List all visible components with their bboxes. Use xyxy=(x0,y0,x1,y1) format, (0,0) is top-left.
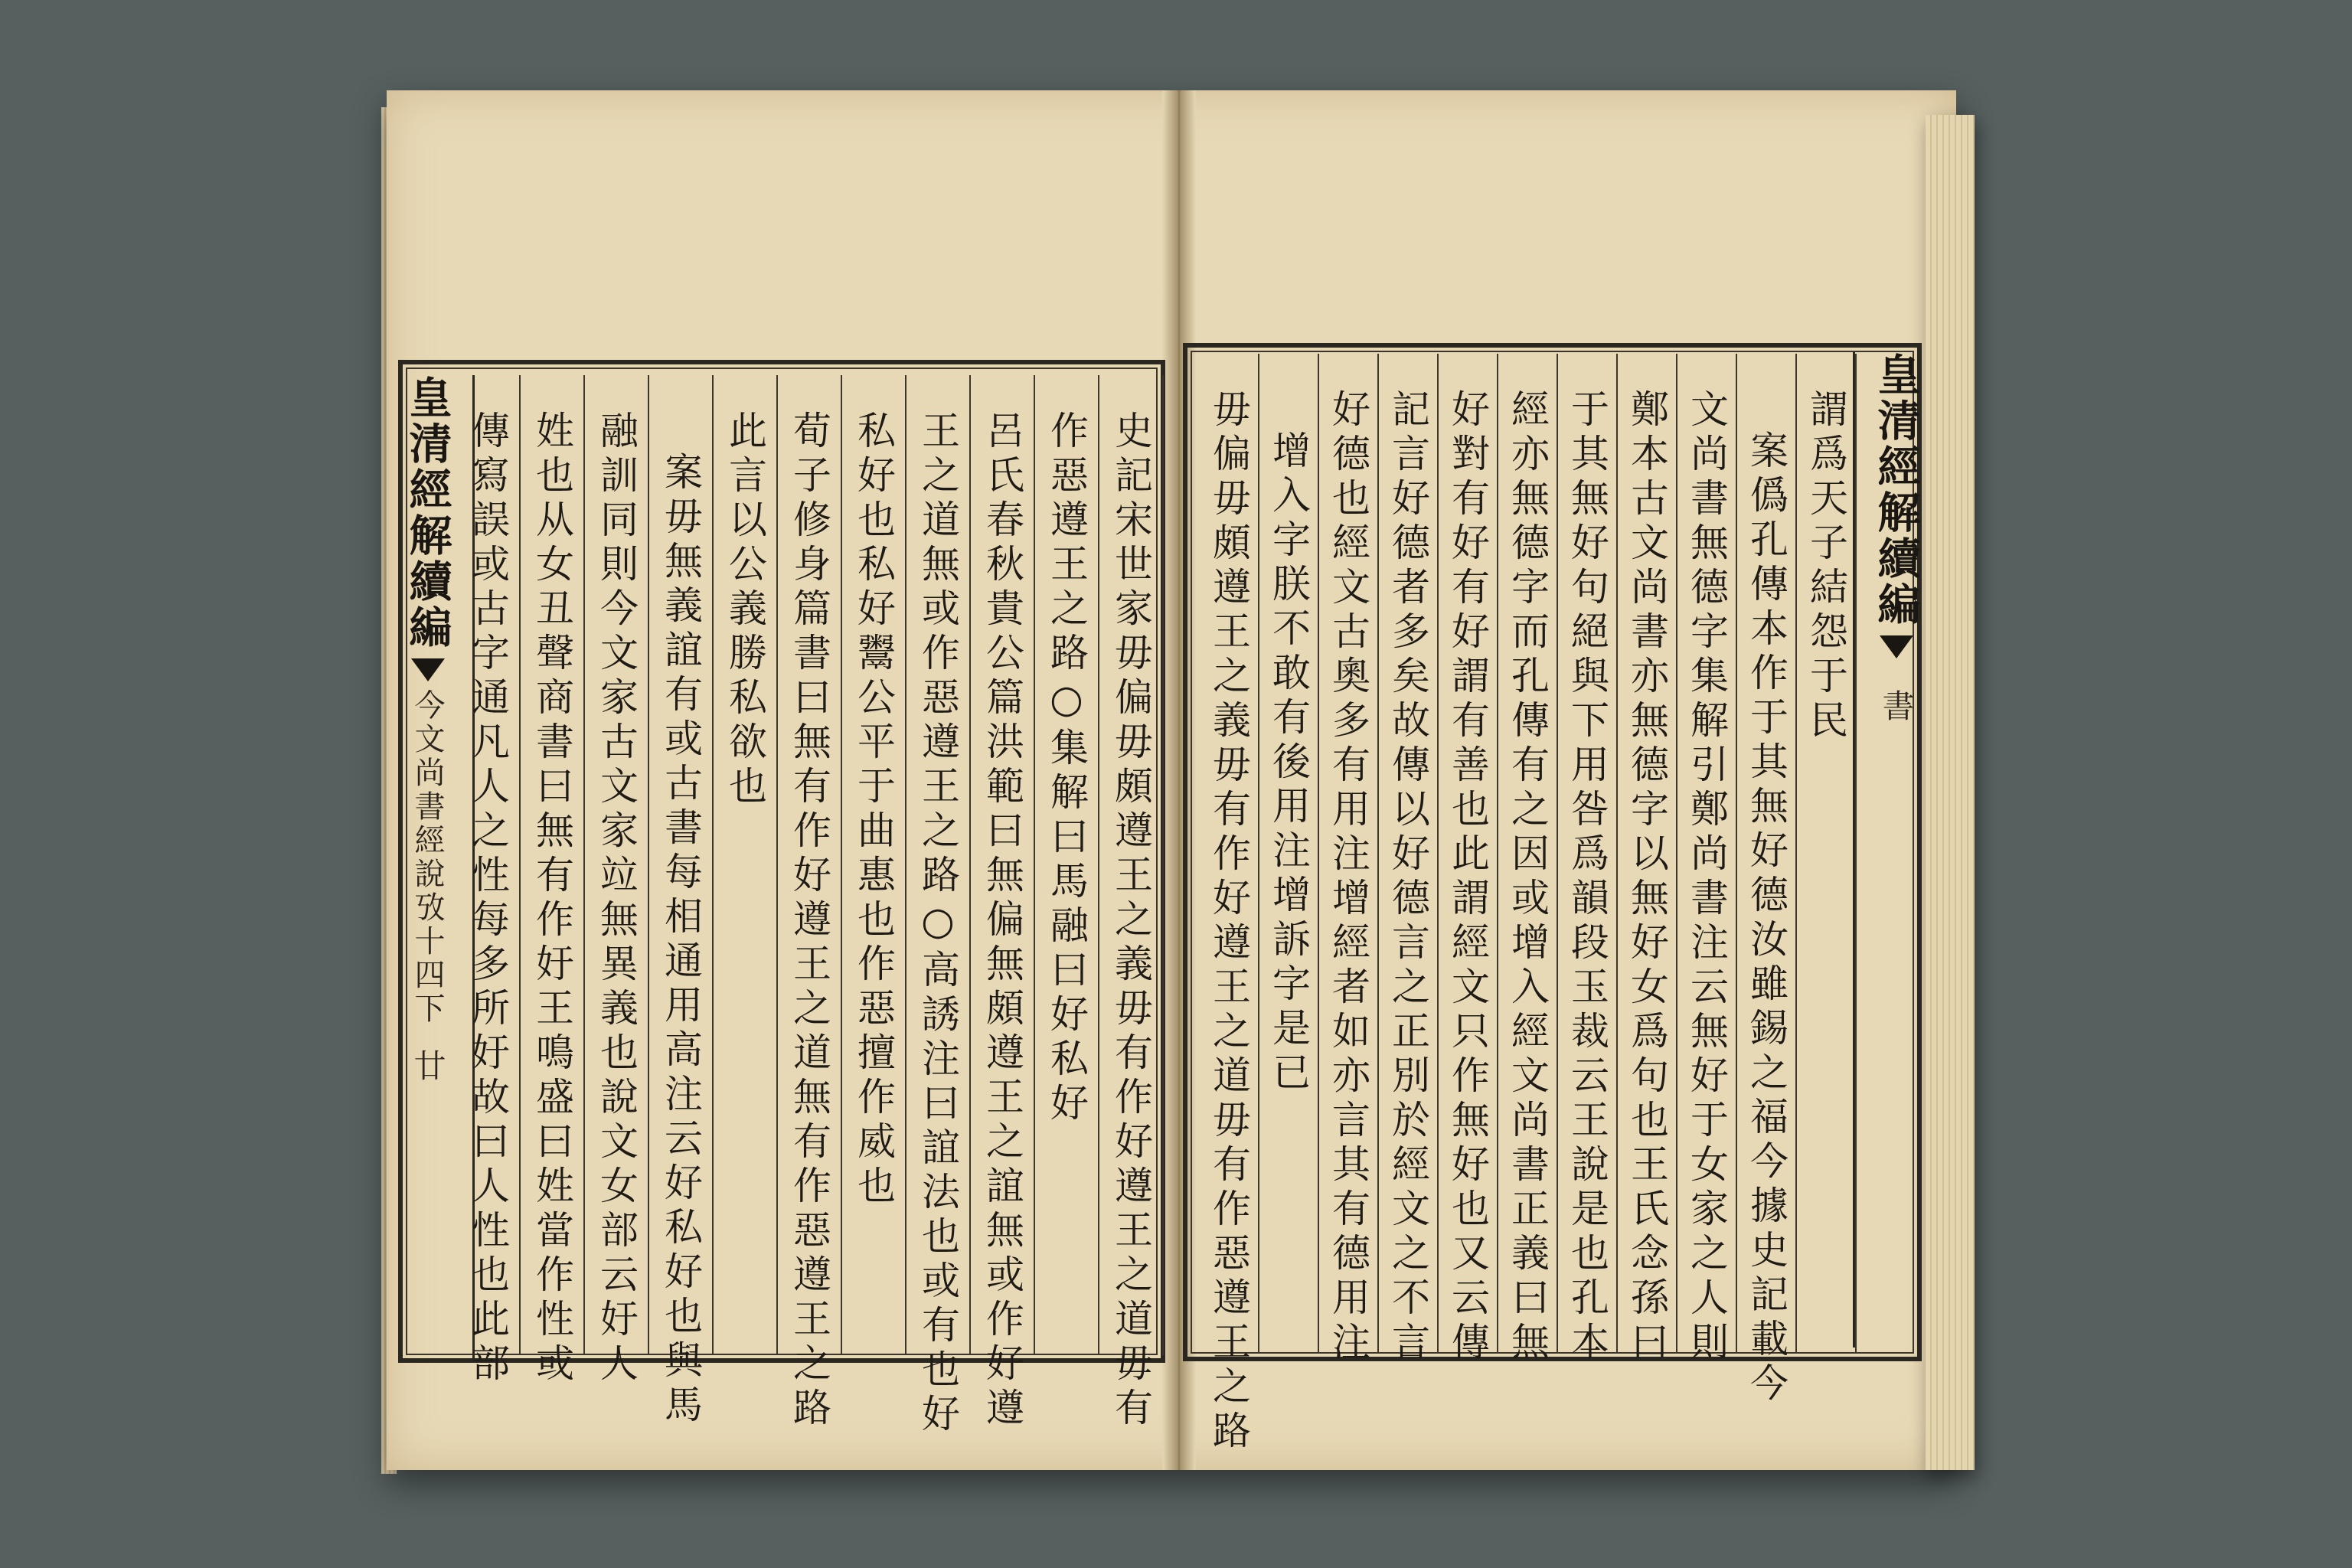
column-text: 經亦無德字而孔傳有之因或增入經文尚書正義曰無 xyxy=(1505,389,1550,1366)
column-text: 作惡遵王之路○集解曰馬融曰好私好 xyxy=(1044,410,1089,1127)
fish-tail-mark xyxy=(411,658,445,681)
text-column xyxy=(1618,354,1677,1366)
text-column xyxy=(456,375,521,1387)
text-column xyxy=(649,375,714,1429)
column-text: 史記宋世家毋偏毋頗遵王之義毋有作好遵王之道毋有 xyxy=(1109,410,1153,1432)
column-text: 呂氏春秋貴公篇洪範曰無偏無頗遵王之誼無或作好遵 xyxy=(980,410,1024,1432)
text-column xyxy=(1558,354,1618,1366)
text-column xyxy=(1319,354,1379,1366)
text-column xyxy=(1677,354,1737,1366)
right-banxin-title: 皇清經解續編 xyxy=(1870,352,1922,628)
column-text: 融訓同則今文家古文家竝無異義也說文女部云㚥人 xyxy=(594,410,639,1387)
fish-tail-mark xyxy=(1880,635,1913,658)
column-text: 此言以公義勝私欲也 xyxy=(723,410,767,810)
text-column xyxy=(1797,354,1857,1353)
left-banxin-title: 皇清經解續編 xyxy=(402,375,453,651)
text-column xyxy=(1379,354,1439,1366)
left-banxin-subtitle: 今文尚書經說攷十四下 xyxy=(410,689,445,1026)
text-column xyxy=(521,375,585,1387)
column-text: 王之道無或作惡遵王之路○高誘注曰誼法也或有也好 xyxy=(916,410,960,1438)
column-text: 好德也經文古奧多有用注增經者如亦言其有德用注 xyxy=(1326,389,1370,1366)
text-column xyxy=(1439,354,1498,1366)
text-column xyxy=(778,375,842,1432)
text-column xyxy=(1035,375,1099,1355)
column-text: 姓也从女丑聲商書曰無有作㚥王鳴盛曰姓當作性或 xyxy=(530,410,574,1387)
column-text: 文尚書無德字集解引鄭尚書注云無好于女家之人則 xyxy=(1684,389,1729,1366)
column-text: 私好也私好鬻公平于曲惠也作惡擅作威也 xyxy=(851,410,896,1210)
column-text: 記言好德者多矣故傳以好德言之正別於經文之不言 xyxy=(1386,389,1430,1366)
column-text: 增入字朕不敢有後用注增訴字是已 xyxy=(1266,430,1311,1096)
text-column xyxy=(714,375,778,1355)
right-page-banxin xyxy=(1853,352,1937,1348)
column-text: 鄭本古文尚書亦無德字以無好女爲句也王氏念孫曰 xyxy=(1625,389,1669,1366)
column-text: 于其無好句絕與下用咎爲韻段玉裁云王說是也孔本 xyxy=(1565,389,1609,1366)
right-banxin-page-mark: 書 xyxy=(1877,689,1916,721)
column-text: 毋偏毋頗遵王之義毋有作好遵王之道毋有作惡遵王之路 xyxy=(1207,389,1251,1455)
column-text: 傳寫誤或古字通凡人之性每多所㚥故曰人性也此部 xyxy=(466,410,510,1387)
text-column xyxy=(971,375,1035,1432)
column-text: 好對有好有好謂有善也此謂經文只作無好也又云傳 xyxy=(1446,389,1490,1366)
text-column xyxy=(1498,354,1558,1366)
column-text: 案毋無義誼有或古書每相通用高注云好私好也與馬 xyxy=(658,452,703,1429)
column-text: 荀子修身篇書曰無有作好遵王之道無有作惡遵王之路 xyxy=(787,410,831,1432)
right-page-text-columns xyxy=(1191,354,1857,1455)
text-column xyxy=(842,375,906,1355)
column-text: 謂爲天子結怨于民 xyxy=(1804,389,1848,744)
column-text: 案僞孔傳本作于其無好德汝雖錫之福今據史記載今 xyxy=(1744,430,1788,1407)
text-column xyxy=(1737,354,1797,1407)
text-column xyxy=(906,375,971,1438)
text-column xyxy=(1099,375,1164,1432)
text-column xyxy=(1200,354,1259,1455)
text-column xyxy=(585,375,649,1387)
left-page-text-columns xyxy=(444,375,1164,1438)
text-column xyxy=(1259,354,1319,1353)
left-banxin-page-mark: 廿 xyxy=(409,1049,447,1081)
